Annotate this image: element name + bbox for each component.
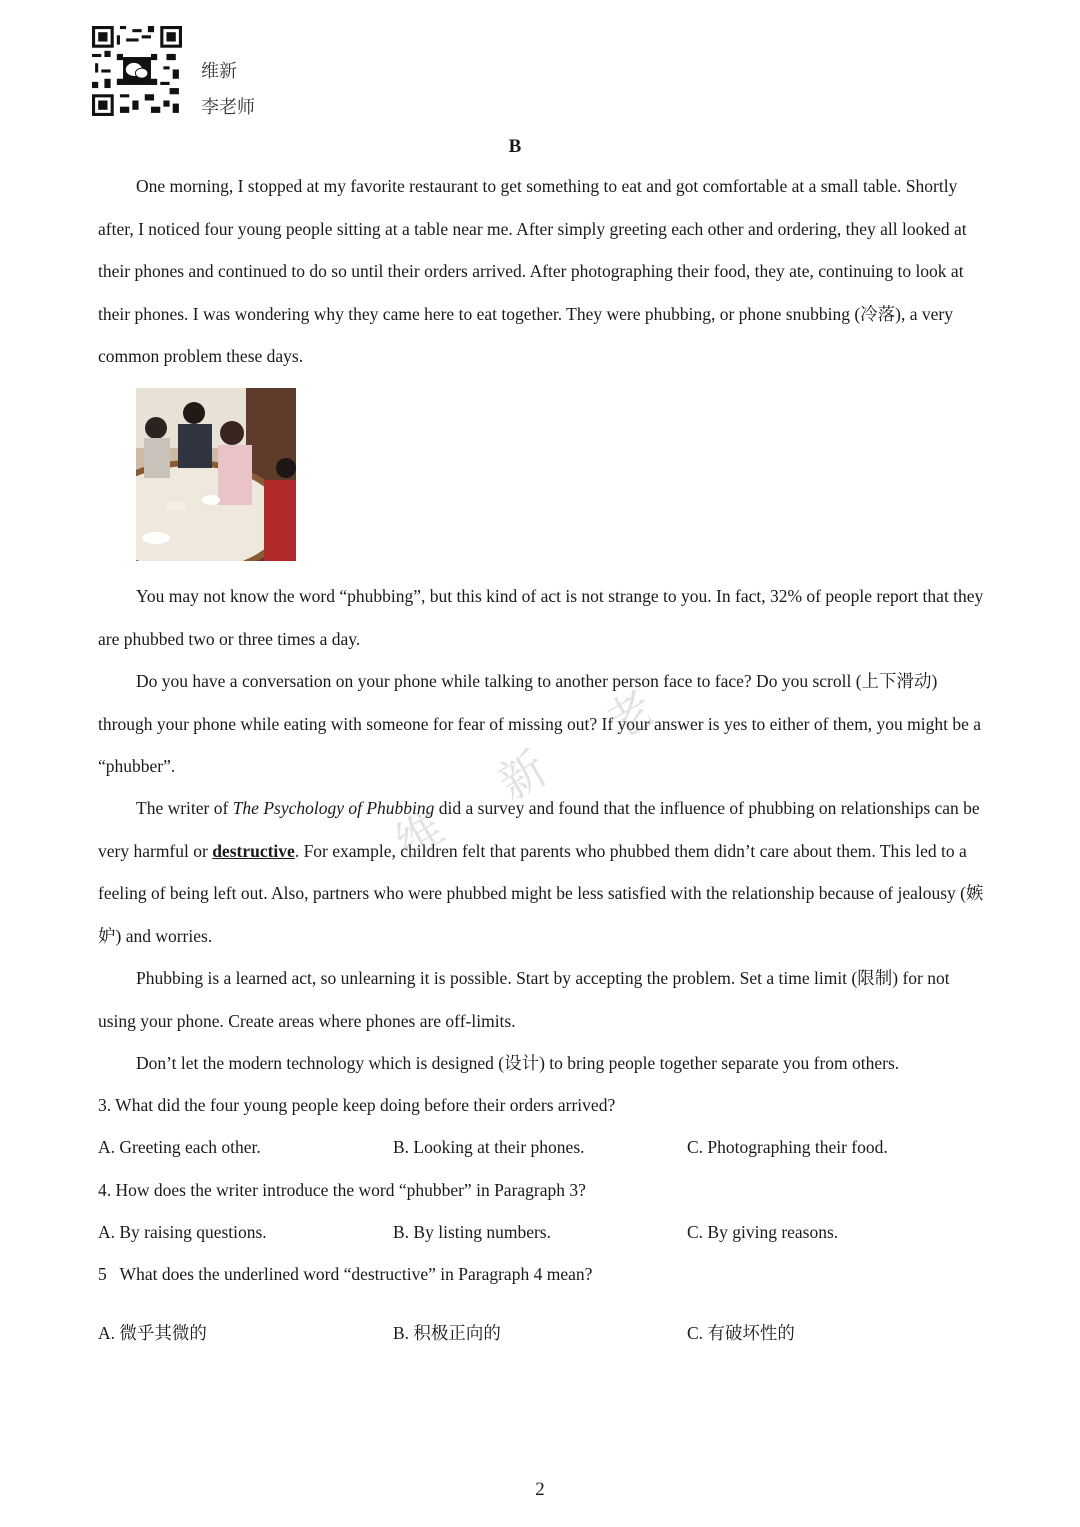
question-5-option-b: B. 积极正向的	[393, 1323, 501, 1343]
paragraph-6	[98, 1042, 998, 1085]
question-3-option-b: B. Looking at their phones.	[393, 1137, 585, 1157]
paragraph-4	[98, 787, 988, 957]
question-4: 4. How does the writer introduce the word “phubber” in Paragraph 3?	[98, 1180, 586, 1200]
question-4-option-c: C. By giving reasons.	[687, 1222, 839, 1242]
paragraph-5	[98, 957, 988, 1042]
qr-caption-line1: 维新	[201, 61, 237, 82]
question-3: 3. What did the four young people keep doing before their orders arrived?	[98, 1095, 616, 1115]
question-4-option-b: B. By listing numbers.	[393, 1222, 551, 1242]
watermark-char-2: 新	[489, 740, 556, 811]
paragraph-2-text: You may not know the word “phubbing”, but this kind of act is not strange to you. In fact, 32% of people report that they are phubbed two or three times a day.	[98, 586, 984, 649]
underlined-word: destructive	[212, 840, 295, 861]
paragraph-4-part3: . For example, children felt that parents who phubbed them didn’t care about them. This led to a feeling of being left out. Also, partners who were phubbed might be less satisfied with the relationship because of jealousy (嫉妒) and worries.	[98, 840, 984, 946]
section-title: B	[508, 136, 522, 157]
paragraph-6-text: Don’t let the modern technology which is designed (设计) to bring people together separate you from others.	[136, 1053, 900, 1073]
paragraph-1	[98, 165, 988, 378]
paragraph-5-text: Phubbing is a learned act, so unlearning it is possible. Start by accepting the problem. Set a time limit (限制) for not using your phone. Create areas where phones are off-limits.	[98, 968, 950, 1031]
watermark-char-3: 老	[596, 680, 663, 751]
page-number: 2	[535, 1479, 545, 1500]
restaurant-photo	[136, 388, 296, 561]
paragraph-3-text: Do you have a conversation on your phone while talking to another person face to face? Do you scroll (上下滑动) through your phone while eating with someone for fear of missing out? If your answer is yes to either of them, you might be a “phubber”.	[98, 671, 982, 776]
paragraph-2	[98, 575, 988, 660]
paragraph-4-part2: did a survey and found that the influence of phubbing on relationships can be very harmful or	[98, 798, 980, 861]
book-title: The Psychology of Phubbing	[232, 798, 435, 818]
question-5: 5 What does the underlined word “destructive” in Paragraph 4 mean?	[98, 1264, 593, 1284]
question-5-option-a: A. 微乎其微的	[98, 1323, 207, 1343]
question-5-option-c: C. 有破坏性的	[687, 1323, 795, 1343]
qr-caption-line2: 李老师	[201, 97, 255, 118]
qr-code-image	[92, 26, 182, 116]
watermark-char-1: 维	[386, 800, 453, 871]
question-3-option-c: C. Photographing their food.	[687, 1137, 888, 1157]
paragraph-4-part1: The writer of	[136, 798, 233, 818]
question-3-option-a: A. Greeting each other.	[98, 1137, 261, 1157]
paragraph-1-text: One morning, I stopped at my favorite restaurant to get something to eat and got comfortable at a small table. Shortly after, I noticed four young people sitting at a table near me. After simply greeting each other and ordering, they all looked at their phones and continued to do so until their orders arrived. After photographing their food, they ate, continuing to look at their phones. I was wondering why they came here to eat together. They were phubbing, or phone snubbing (冷落), a very common problem these days.	[98, 176, 967, 366]
question-4-option-a: A. By raising questions.	[98, 1222, 267, 1242]
